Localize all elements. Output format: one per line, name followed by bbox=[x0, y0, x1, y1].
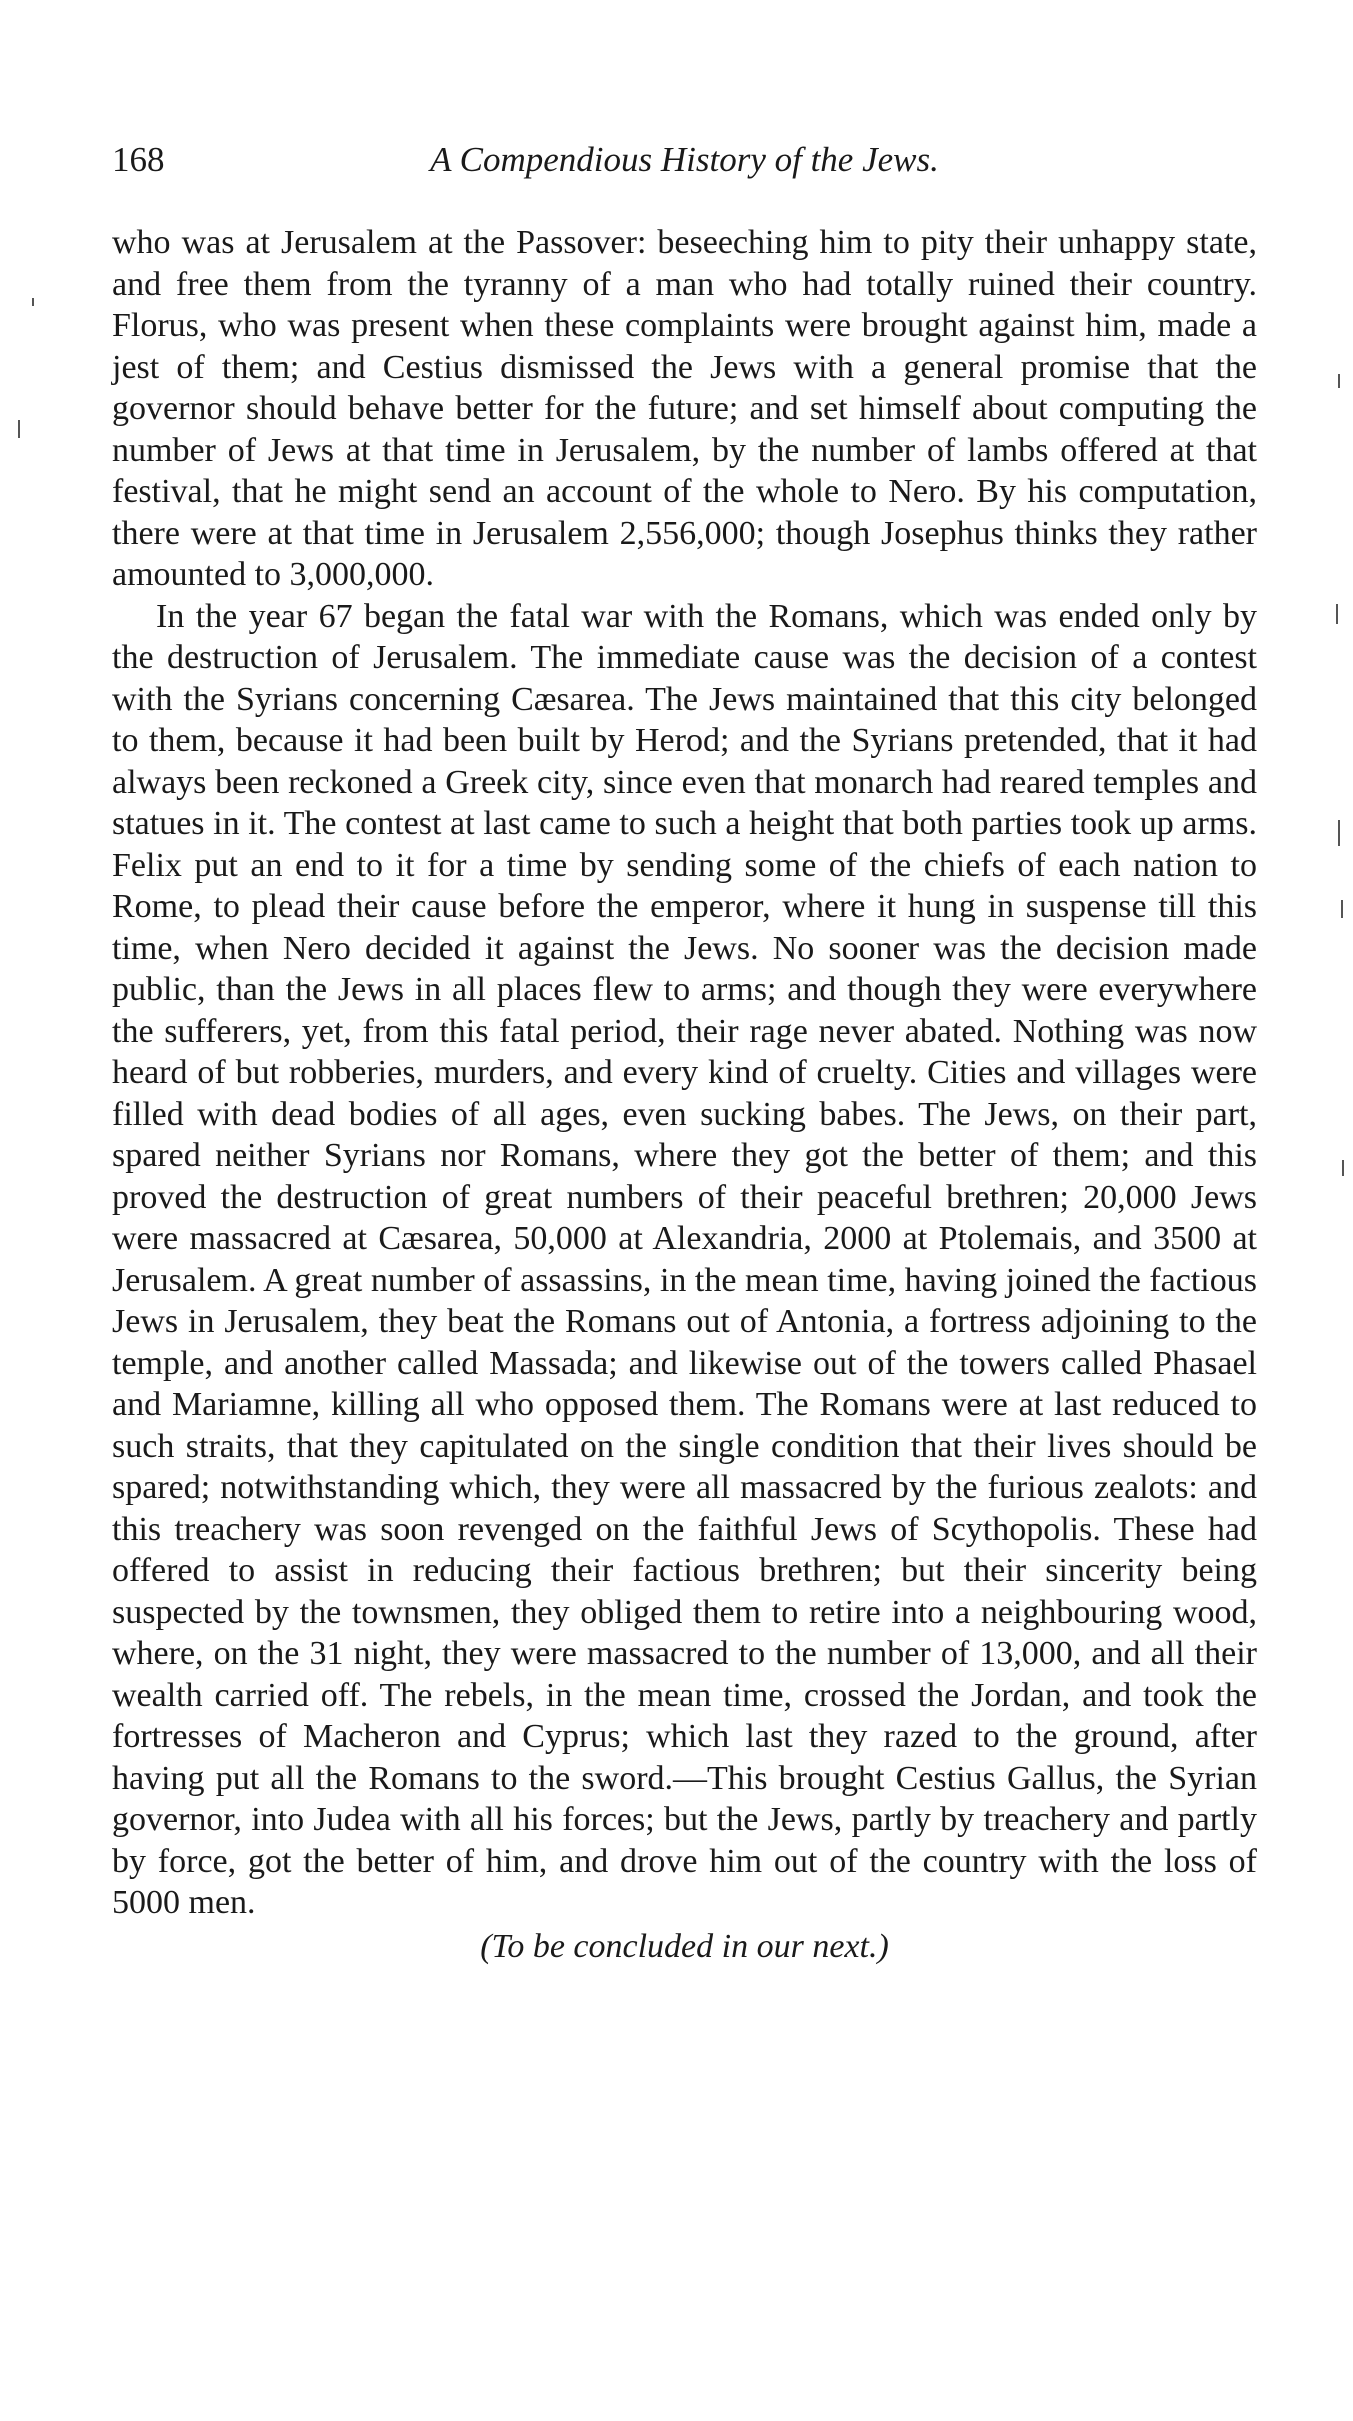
continuation-note: (To be concluded in our next.) bbox=[480, 1927, 889, 1965]
margin-mark bbox=[32, 298, 34, 306]
margin-mark bbox=[18, 420, 20, 438]
body-text bbox=[112, 222, 1257, 1967]
paragraph-roman-war: In the year 67 began the fatal war with the Romans, which was ended only by the destruction of Jerusalem. The immediate cause was the decision of a contest with the Syrians concerning Cæsarea. The Jews maintained that this city belonged to them, because it had been built by Herod; and the Syrians pretended, that it had always been reckoned a Greek city, since even that monarch had reared temples and statues in it. The contest at last came to such a height that both parties took up arms. Felix put an end to it for a time by sending some of the chiefs of each nation to Rome, to plead their cause before the emperor, where it hung in suspense till this time, when Nero decided it against the Jews. No sooner was the decision made public, than the Jews in all places flew to arms; and though they were everywhere the sufferers, yet, from this fatal period, their rage never abated. Nothing was now heard of but robberies, murders, and every kind of cruelty. Cities and villages were filled with dead bodies of all ages, even sucking babes. The Jews, on their part, spared neither Syrians nor Romans, where they got the better of them; and this proved the destruction of great numbers of their peaceful brethren; 20,000 Jews were massacred at Cæsarea, 50,000 at Alexandria, 2000 at Ptolemais, and 3500 at Jerusalem. A great number of assassins, in the mean time, having joined the factious Jews in Jerusalem, they beat the Romans out of Antonia, a fortress adjoining to the temple, and another called Massada; and likewise out of the towers called Phasael and Mariamne, killing all who opposed them. The Romans were at last reduced to such straits, that they capitulated on the single condition that their lives should be spared; notwithstanding which, they were all massacred by the furious zealots: and this treachery was soon revenged on the faithful Jews of Scythopolis. These had offered to assist in reducing their factious brethren; but their sincerity being suspected by the townsmen, they obliged them to retire into a neighbouring wood, where, on the 31 night, they were massacred to the number of 13,000, and all their wealth carried off. The rebels, in the mean time, crossed the Jordan, and took the fortresses of Macheron and Cyprus; which last they razed to the ground, after having put all the Romans to the sword.—This brought Cestius Gallus, the Syrian governor, into Judea with all his forces; but the Jews, partly by treachery and partly by force, got the better of him, and drove him out of the country with the loss of 5000 men. bbox=[112, 597, 1257, 1921]
paragraph-census: who was at Jerusalem at the Passover: beseeching him to pity their unhappy state, and free them from the tyranny of a man who had totally ruined their country. Florus, who was present when these complaints were brought against him, made a jest of them; and Cestius dismissed the Jews with a general promise that the governor should behave better for the future; and set himself about computing the number of Jews at that time in Jerusalem, by the number of lambs offered at that festival, that he might send an account of the whole to Nero. By his computation, there were at that time in Jerusalem 2,556,000; though Josephus thinks they rather amounted to 3,000,000. bbox=[112, 224, 1257, 593]
margin-mark bbox=[1338, 820, 1340, 846]
margin-mark bbox=[1341, 900, 1343, 918]
margin-mark bbox=[1338, 374, 1340, 388]
page-header bbox=[112, 140, 1257, 190]
running-title: A Compendious History of the Jews. bbox=[430, 140, 939, 179]
page-number: 168 bbox=[112, 140, 165, 179]
margin-mark bbox=[1342, 1160, 1344, 1176]
margin-mark bbox=[1336, 604, 1338, 624]
